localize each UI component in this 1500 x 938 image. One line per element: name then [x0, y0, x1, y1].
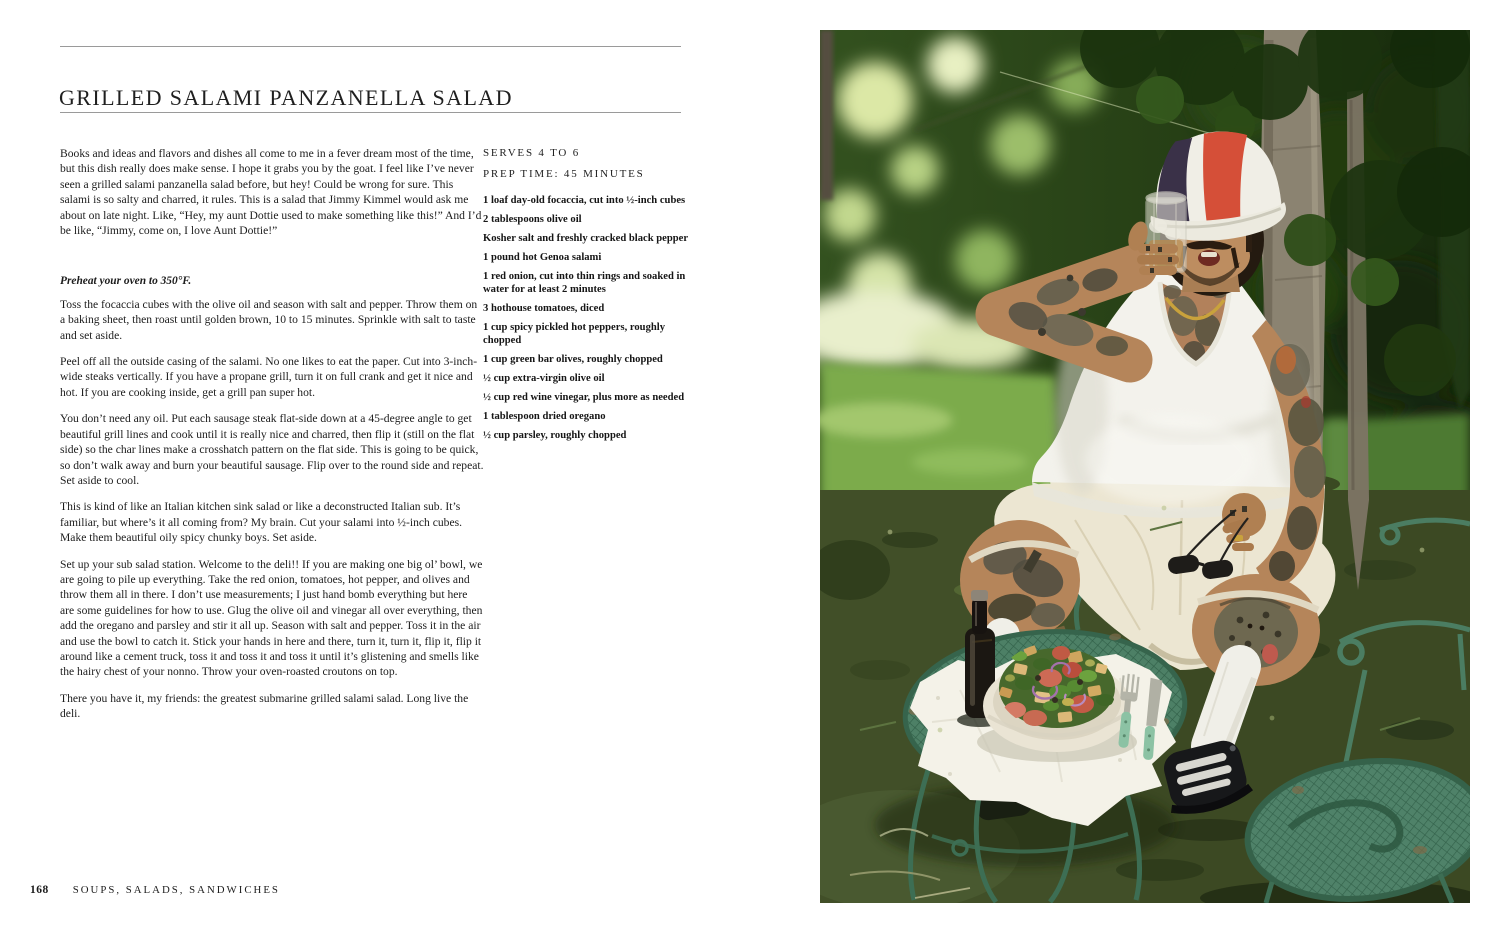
page-number: 168 — [30, 884, 49, 896]
section-title: SOUPS, SALADS, SANDWICHES — [72, 884, 280, 896]
photo-illustration — [820, 30, 1470, 903]
ingredient-item: ½ cup parsley, roughly chopped — [483, 429, 627, 441]
recipe-body-column — [60, 146, 484, 722]
ingredient-item: ½ cup extra-virgin olive oil — [483, 373, 605, 385]
page-footer — [30, 884, 280, 896]
recipe-headnote: Books and ideas and flavors and dishes all come to me in a fever dream most of the time, but this dish really does make sense. I hope it grabs you by the goat. I feel like I’ve never seen a grilled salami panzanella salad before, but hey! Could be wrong for sure. This salami is so salty and charred, it rules. This is a salad that Jimmy Kimmel would ask me about on late night. Like, “Hey, my aunt Dottie used to make something like this!” And I’d be like, “Jimmy, come on, I love Aunt Dottie!” — [60, 147, 482, 238]
ingredient-item: 1 cup spicy pickled hot peppers, roughly chopped — [483, 321, 665, 347]
ingredient-item: 1 cup green bar olives, roughly chopped — [483, 354, 663, 366]
recipe-step: This is kind of like an Italian kitchen sink salad or like a deconstructed Italian sub. It’s familiar, but where’s it all coming from? My brain. Cut your salami into ½-inch cubes. Make them beautiful oily spicy chunky boys. Set aside. — [60, 500, 463, 545]
recipe-step: Toss the focaccia cubes with the olive oil and season with salt and pepper. Throw them on a baking sheet, then roast until golden brown, 10 to 15 minutes. Sprinkle with salt to taste and set aside. — [60, 297, 478, 342]
prep-time-line: PREP TIME: 45 MINUTES — [483, 168, 645, 180]
page-title: GRILLED SALAMI PANZANELLA SALAD — [59, 84, 513, 110]
recipe-step: Set up your sub salad station. Welcome to the deli!! If you are making one big ol’ bowl, we are going to pile up everything. Take the red onion, tomatoes, hot pepper, and olives and throw them all in there. I don’t use measurements; I just hand bomb everything but here are some guidelines for how to use. Glug the olive oil and vinegar all over everything, then add the oregano and parsley and stir it all up. Season with salt and pepper. Toss it in the air and use the bowl to catch it. Stick your hands in here and there, turn it, turn it, flip it, flip it around like a cement truck, toss it and toss it and toss it until it’s glistening and smells like the hairy chest of your nonno. Throw your oven-roasted croutons on top. — [60, 557, 483, 679]
title-rule-top — [60, 46, 681, 47]
ingredient-item: Kosher salt and freshly cracked black pepper — [483, 232, 689, 244]
ingredient-item: ½ cup red wine vinegar, plus more as needed — [483, 391, 685, 403]
recipe-step: Peel off all the outside casing of the salami. No one likes to eat the paper. Cut into 3-inch-wide steaks vertically. If you have a propane grill, turn it on full crank and get it nice and hot. If you are cooking inside, get a grill pan super hot. — [60, 355, 478, 399]
ingredients-column — [483, 147, 690, 448]
title-rule-bottom — [60, 112, 681, 113]
ingredient-item: 1 tablespoon dried oregano — [483, 410, 606, 422]
preheat-note: Preheat your oven to 350°F. — [60, 275, 192, 288]
recipe-step: You don’t need any oil. Put each sausage steak flat-side down at a 45-degree angle to get beautiful grill lines and cook until it is really nice and charred, then flip it (still on the flat side) so the char lines make a crosshatch pattern on the flat side. This is going to be quick, so don’t walk away and burn your beautiful sausage. Flip over to the round side and repeat. Set aside to cool. — [60, 412, 484, 487]
ingredient-item: 1 pound hot Genoa salami — [483, 251, 602, 263]
serves-line: SERVES 4 TO 6 — [483, 147, 580, 159]
recipe-closing: There you have it, my friends: the greatest submarine grilled salami salad. Long live the deli. — [60, 691, 469, 721]
ingredient-list — [483, 194, 690, 442]
ingredient-item: 3 hothouse tomatoes, diced — [483, 302, 605, 314]
ingredient-item: 1 loaf day-old focaccia, cut into ½-inch cubes — [483, 195, 686, 206]
recipe-photo — [820, 30, 1470, 903]
ingredient-item: 2 tablespoons olive oil — [483, 213, 582, 225]
ingredient-item: 1 red onion, cut into thin rings and soaked in water for at least 2 minutes — [483, 270, 686, 296]
